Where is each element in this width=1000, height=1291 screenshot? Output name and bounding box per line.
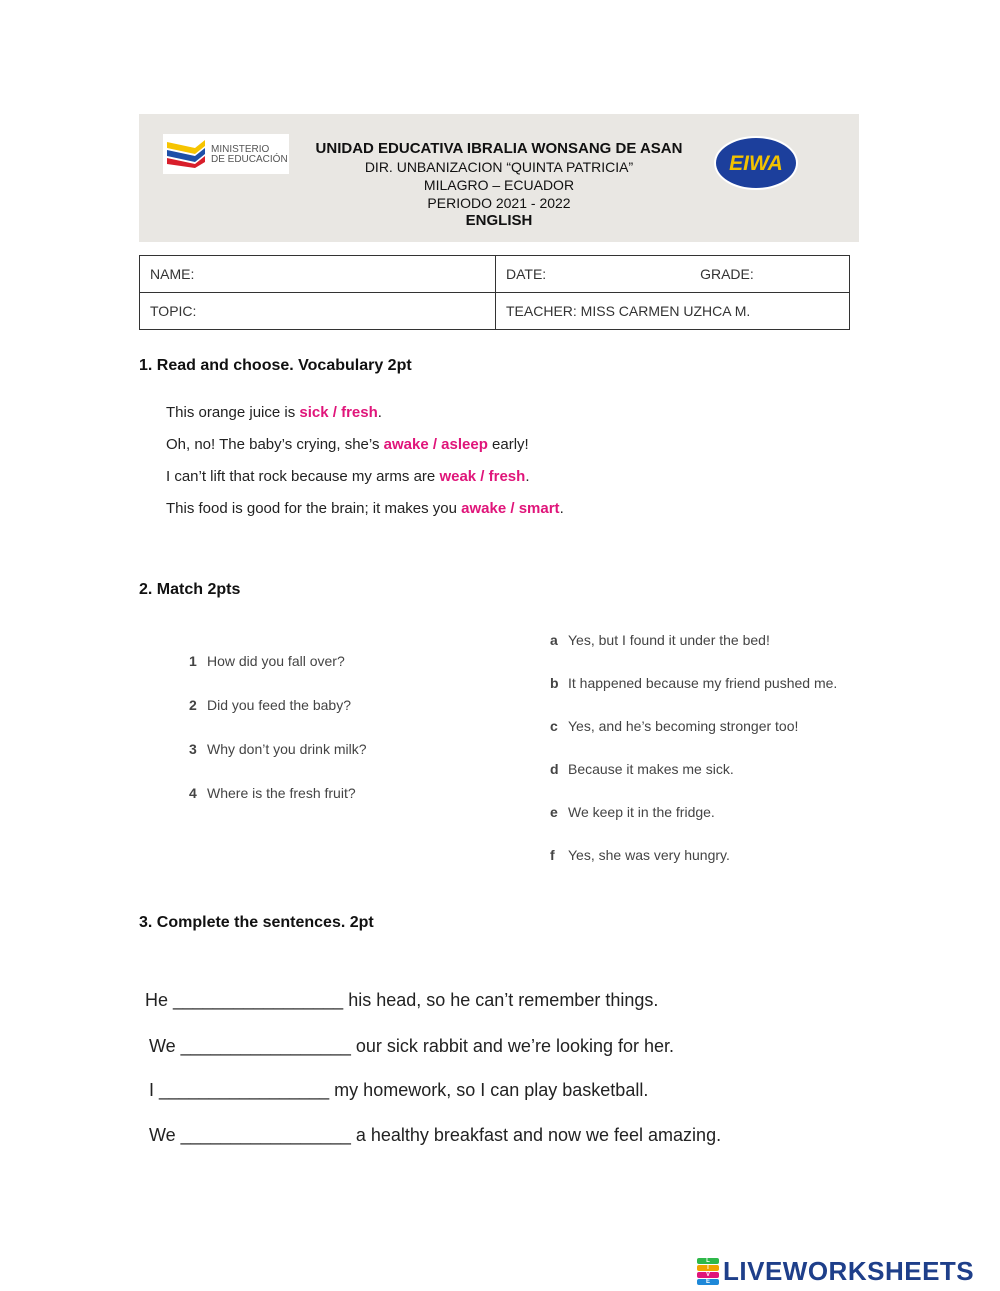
ministry-line-2: DE EDUCACIÓN bbox=[211, 154, 288, 165]
match-answer[interactable] bbox=[550, 718, 798, 734]
student-info-table bbox=[139, 255, 850, 330]
answer-text: We keep it in the fridge. bbox=[568, 804, 715, 820]
date-grade-cell[interactable] bbox=[496, 256, 850, 293]
section-3-title: 3. Complete the sentences. 2pt bbox=[139, 914, 374, 931]
badge-letter: V bbox=[697, 1272, 719, 1278]
ecuador-flag-icon bbox=[165, 138, 209, 168]
vocab-sentence-3 bbox=[166, 467, 530, 487]
topic-cell[interactable] bbox=[140, 293, 496, 330]
question-text: Did you feed the baby? bbox=[207, 697, 351, 713]
subject-title: ENGLISH bbox=[465, 212, 533, 229]
sentence-text: early! bbox=[487, 436, 529, 453]
section-1-title: 1. Read and choose. Vocabulary 2pt bbox=[139, 357, 412, 374]
question-number: 1 bbox=[189, 653, 197, 669]
vocab-sentence-2 bbox=[166, 435, 529, 455]
answer-letter: f bbox=[550, 847, 555, 863]
answer-text: Because it makes me sick. bbox=[568, 761, 734, 777]
answer-letter: d bbox=[550, 761, 559, 777]
question-number: 3 bbox=[189, 741, 197, 757]
match-answer[interactable] bbox=[550, 847, 730, 863]
answer-text: Yes, she was very hungry. bbox=[568, 847, 730, 863]
fill-in-sentence-2[interactable]: We _________________ our sick rabbit and we’re looking for her. bbox=[149, 1036, 675, 1056]
date-label: DATE: bbox=[506, 266, 547, 282]
vocab-sentence-4 bbox=[166, 499, 564, 519]
choice-options[interactable]: awake / asleep bbox=[383, 436, 488, 453]
answer-letter: b bbox=[550, 675, 559, 691]
question-text: Where is the fresh fruit? bbox=[207, 785, 356, 801]
match-answer[interactable] bbox=[550, 804, 715, 820]
brand-name: LIVEWORKSHEETS bbox=[723, 1255, 975, 1286]
table-row bbox=[140, 293, 850, 330]
choice-options[interactable]: weak / fresh bbox=[439, 468, 526, 485]
question-text: How did you fall over? bbox=[207, 653, 345, 669]
sentence-text: . bbox=[525, 468, 530, 485]
liveworksheets-logo bbox=[697, 1255, 974, 1287]
question-text: Why don’t you drink milk? bbox=[207, 741, 367, 757]
badge-letter: L bbox=[697, 1258, 719, 1264]
match-question[interactable] bbox=[189, 785, 356, 801]
answer-text: It happened because my friend pushed me. bbox=[568, 675, 838, 691]
school-info bbox=[289, 140, 709, 230]
sentence-text: Oh, no! The baby’s crying, she’s bbox=[166, 436, 384, 453]
school-name: UNIDAD EDUCATIVA IBRALIA WONSANG DE ASAN bbox=[315, 140, 683, 157]
ministry-line-1: MINISTERIO bbox=[211, 144, 270, 155]
ministry-name bbox=[211, 145, 288, 165]
answer-text: Yes, but I found it under the bed! bbox=[568, 632, 770, 648]
badge-letter: I bbox=[697, 1265, 719, 1271]
sentence-text: . bbox=[559, 500, 564, 517]
eiwa-logo-text: EIWA bbox=[729, 152, 783, 175]
school-city: MILAGRO – ECUADOR bbox=[423, 177, 575, 193]
table-row bbox=[140, 256, 850, 293]
match-answer[interactable] bbox=[550, 632, 770, 648]
question-number: 4 bbox=[189, 785, 197, 801]
topic-label: TOPIC: bbox=[150, 303, 197, 319]
school-address: DIR. UNBANIZACION “QUINTA PATRICIA” bbox=[364, 159, 634, 175]
question-number: 2 bbox=[189, 697, 197, 713]
answer-letter: a bbox=[550, 632, 558, 648]
section-2-title: 2. Match 2pts bbox=[139, 581, 241, 598]
choice-options[interactable]: sick / fresh bbox=[299, 404, 378, 421]
fill-in-sentence-1[interactable]: He _________________ his head, so he can’t remember things. bbox=[145, 990, 659, 1010]
answer-letter: e bbox=[550, 804, 558, 820]
match-answer[interactable] bbox=[550, 761, 734, 777]
sentence-text: This food is good for the brain; it makes you bbox=[166, 500, 462, 517]
grade-label: GRADE: bbox=[700, 266, 754, 282]
teacher-label: TEACHER: MISS CARMEN UZHCA M. bbox=[506, 303, 751, 319]
name-cell[interactable] bbox=[140, 256, 496, 293]
school-header-banner bbox=[139, 114, 859, 242]
fill-in-sentence-3[interactable]: I _________________ my homework, so I can play basketball. bbox=[149, 1080, 649, 1100]
sentence-text: . bbox=[377, 404, 382, 421]
sentence-text: I can’t lift that rock because my arms are bbox=[166, 468, 440, 485]
name-label: NAME: bbox=[150, 266, 195, 282]
teacher-cell bbox=[496, 293, 850, 330]
live-badge-icon bbox=[697, 1258, 719, 1284]
answer-letter: c bbox=[550, 718, 558, 734]
choice-options[interactable]: awake / smart bbox=[461, 500, 560, 517]
match-question[interactable] bbox=[189, 653, 345, 669]
match-question[interactable] bbox=[189, 741, 367, 757]
eiwa-logo bbox=[714, 136, 798, 190]
match-answer[interactable] bbox=[550, 675, 837, 691]
vocab-sentence-1 bbox=[166, 403, 382, 423]
match-question[interactable] bbox=[189, 697, 351, 713]
sentence-text: This orange juice is bbox=[166, 404, 300, 421]
ministry-logo bbox=[163, 134, 289, 174]
answer-text: Yes, and he’s becoming stronger too! bbox=[568, 718, 799, 734]
fill-in-sentence-4[interactable]: We _________________ a healthy breakfast and now we feel amazing. bbox=[149, 1125, 722, 1145]
badge-letter: E bbox=[697, 1279, 719, 1285]
school-period: PERIODO 2021 - 2022 bbox=[427, 195, 571, 211]
